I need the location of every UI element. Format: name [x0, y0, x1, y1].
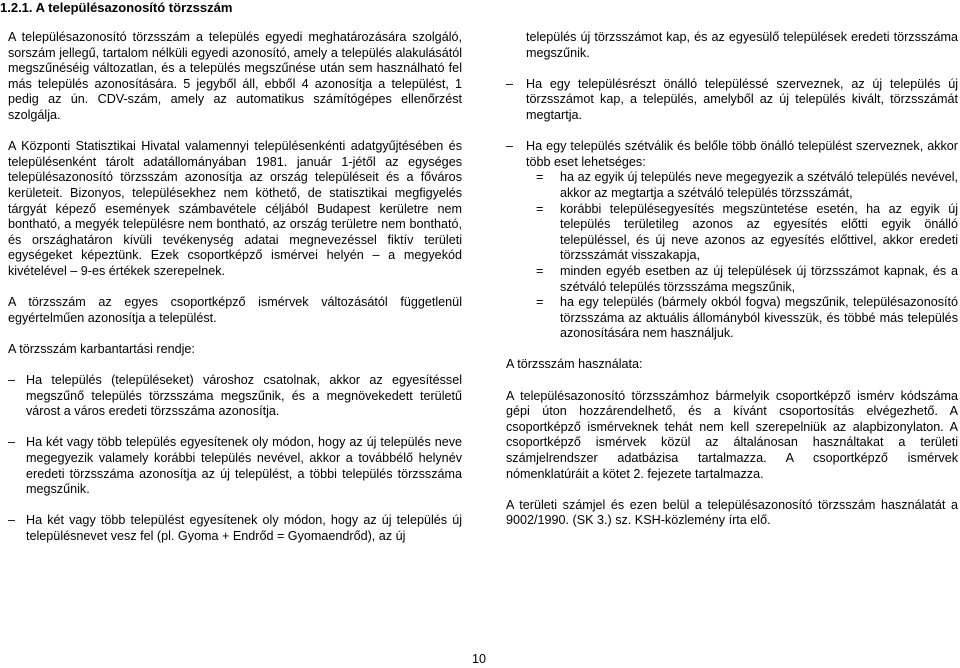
- paragraph: A területi számjel és ezen belül a településazonosító törzsszám használatát a 9002/1990. (SK 3.) sz. KSH-közlemény írta elő.: [506, 497, 958, 528]
- sub-list-item-text: ha egy település (bármely okból fogva) megszűnik, településazonosító törzsszáma az aktuális állományból kivesszük, és többé más település azonosítására nem használjuk.: [560, 295, 958, 341]
- sub-list-item: [536, 170, 958, 201]
- left-column: [8, 30, 462, 560]
- paragraph: A törzsszám az egyes csoportképző ismérvek változásától függetlenül egyértelműen azonosítja a települést.: [8, 295, 462, 325]
- paragraph: A településazonosító törzsszámhoz bármelyik csoportképző ismérv kódszáma gépi úton hozzárendelhető, és a kívánt csoportosítás elvégezhető. A csoportképző ismérveknek tehát nem kell szerepelniük az alapbizonylaton. A csoportképző ismérvek közül az általánosan használtakat a területi számjelrendszer adatbázisa tartalmazza. A csoportképző ismérvek nómenklatúráit a kötet 2. fejezete tartalmazza.: [506, 388, 958, 481]
- paragraph: A településazonosító törzsszám a település egyedi meghatározására szolgáló, sorszám jellegű, tartalom nélküli egyedi azonosító, amely a település alakulásától megszűnéséig változatlan, és a település megszűnése után sem használható fel más település azonosítására. 5 jegyből áll, ebből 4 azonosítja a települést, 1 pedig az ún. CDV-szám, amely az automatikus számítógépes ellenőrzést szolgálja.: [8, 30, 462, 122]
- dash-bullet: –: [506, 76, 514, 91]
- sub-list-item-text: korábbi településegyesítés megszüntetése esetén, ha az egyik új település területileg azonos az egyesítés előtti egyik önálló településsel, és új neve azonos az egyesítés előttivel, akkor eredeti törzsszámát visszakapja,: [560, 201, 958, 263]
- list-item: [8, 435, 462, 497]
- equals-bullet: =: [536, 263, 544, 278]
- sub-list-item-text: ha az egyik új település neve megegyezik a szétváló település nevével, akkor az megtartja a szétváló település törzsszámát,: [560, 170, 958, 200]
- list-item: [506, 77, 958, 124]
- sub-list-item: [536, 264, 958, 295]
- list-item-text: Ha település (településeket) városhoz csatolnak, akkor az egyesítéssel megszűnő település törzsszáma megszűnik, és a megnövekedett területű várost a város eredeti törzsszáma azonosítja.: [26, 373, 462, 419]
- list-item: [8, 373, 462, 420]
- list-item-text: Ha egy település szétválik és belőle több önálló települést szerveznek, akkor több eset lehetséges:: [526, 139, 958, 169]
- dash-bullet: –: [8, 435, 16, 450]
- list-item-text: Ha két vagy több település egyesítenek oly módon, hogy az új település neve megegyezik valamely korábbi település nevével, akkor a továbbélő helynév eredeti törzsszáma azonosítja az új települést, a többi település törzsszáma megszűnik.: [26, 435, 462, 497]
- page-number: 10: [472, 652, 487, 666]
- paragraph: A Központi Statisztikai Hivatal valamennyi településenkénti adatgyűjtésében és településenként tárolt adatállományában 1981. január 1-jétől az egységes településazonosító törzsszám azonosítja az ország településeit és a főváros kerületeit. Bizonyos, településekhez nem köthető, de statisztikai megfigyelés tárgyát képező események számbavétele céljából Budapest kerületre nem bontható, a megyék településre nem bontható, az ország területre nem bontható, és országhatáron kívüli tevékenység adatai megnevezéssel fiktív területi egységeket képeztünk. Ezek csoportképző ismérvei helyén – a megyekód kivételével – 9-es értékek szerepelnek.: [8, 139, 462, 278]
- right-column: [506, 30, 958, 545]
- equals-bullet: =: [536, 170, 544, 185]
- list-item: [506, 139, 958, 170]
- equals-bullet: =: [536, 295, 544, 310]
- equals-bullet: =: [536, 201, 544, 216]
- paragraph-title: A törzsszám használata:: [506, 357, 643, 372]
- dash-bullet: –: [8, 373, 16, 388]
- sub-list-item-text: minden egyéb esetben az új települések új törzsszámot kapnak, és a szétváló település törzsszáma megszűnik,: [560, 263, 958, 294]
- list-item-text: Ha két vagy több települést egyesítenek oly módon, hogy az új település új településnevet vesz fel (pl. Gyoma + Endrőd = Gyomaendrőd), az új: [26, 513, 462, 543]
- dash-bullet: –: [8, 513, 16, 528]
- sub-list-item: [536, 202, 958, 264]
- section-heading: 1.2.1. A településazonosító törzsszám: [0, 0, 233, 15]
- sub-list-item: [536, 295, 958, 342]
- dash-bullet: –: [506, 139, 514, 154]
- list-item: [8, 513, 462, 544]
- list-item-continuation: település új törzsszámot kap, és az egyesülő települések eredeti törzsszáma megszűnik.: [526, 30, 958, 60]
- list-item-text: Ha egy településrészt önálló településsé szerveznek, az új település új törzsszámot kap, a település, amelyből az új település kivált, törzsszámát megtartja.: [526, 76, 958, 122]
- paragraph: A törzsszám karbantartási rendje:: [8, 341, 195, 356]
